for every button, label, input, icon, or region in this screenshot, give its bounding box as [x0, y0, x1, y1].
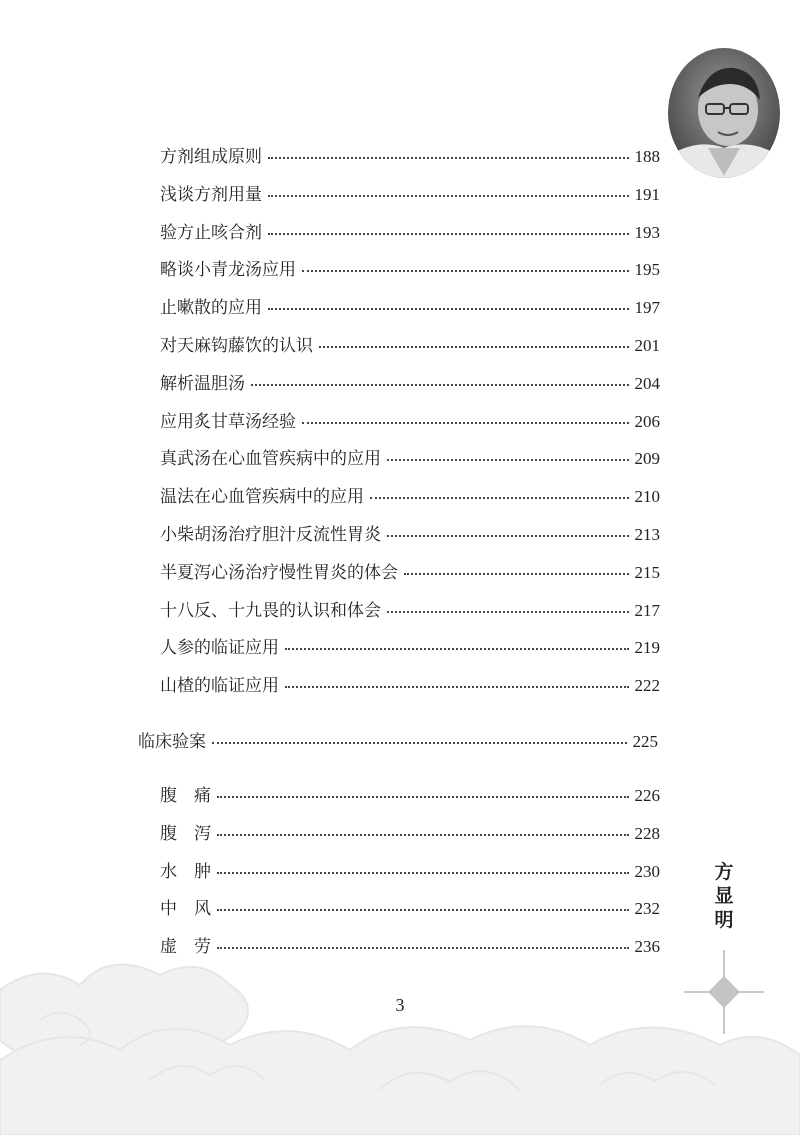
toc-entry-title: 十八反、十九畏的认识和体会 — [160, 600, 381, 621]
toc-section-heading — [138, 731, 658, 753]
toc-entry-page: 232 — [634, 899, 660, 919]
toc-entry-page: 228 — [634, 823, 660, 843]
dot-leader — [302, 422, 629, 424]
toc-case-entry — [160, 785, 660, 807]
toc-entry — [160, 600, 660, 622]
dot-leader — [217, 909, 629, 911]
dot-leader — [285, 686, 629, 688]
dot-leader — [387, 611, 629, 613]
page-number: 3 — [395, 995, 405, 1015]
toc-entry — [160, 297, 660, 319]
dot-leader — [387, 535, 629, 537]
dot-leader — [268, 157, 629, 159]
toc-entry-title: 浅谈方剂用量 — [160, 184, 262, 205]
dot-leader — [217, 796, 629, 798]
dot-leader — [302, 270, 629, 272]
side-author-name — [710, 860, 738, 932]
dot-leader — [370, 497, 629, 499]
side-name-char: 明 — [714, 909, 734, 931]
toc-entry-title: 应用炙甘草汤经验 — [160, 411, 296, 432]
toc-entry — [160, 524, 660, 546]
toc-entry-title: 温法在心血管疾病中的应用 — [160, 487, 364, 508]
toc-entry-title: 山楂的临证应用 — [160, 676, 279, 697]
toc-entry — [160, 637, 660, 659]
toc-entry-page: 215 — [634, 562, 660, 582]
toc-entry — [160, 146, 660, 168]
toc-entry — [160, 184, 660, 206]
toc-case-entry — [160, 861, 660, 883]
dot-leader — [217, 834, 629, 836]
toc-case-entry — [160, 898, 660, 920]
toc-entry-title: 略谈小青龙汤应用 — [160, 260, 296, 281]
side-name-char: 显 — [714, 885, 734, 907]
toc-entry — [160, 259, 660, 281]
dot-leader — [285, 648, 629, 650]
toc-entry-page: 225 — [632, 732, 658, 751]
toc-entry-title: 水 肿 — [160, 861, 211, 882]
toc-entry-page: 236 — [634, 937, 660, 957]
dot-leader — [268, 308, 629, 310]
dot-leader — [387, 459, 629, 461]
dot-leader — [319, 346, 629, 348]
dot-leader — [268, 233, 629, 235]
toc-entry — [160, 222, 660, 244]
dot-leader — [404, 573, 629, 575]
toc-entry — [160, 486, 660, 508]
toc-entry-title: 解析温胆汤 — [160, 373, 245, 394]
toc-entry-page: 219 — [634, 638, 660, 658]
toc-entry — [160, 373, 660, 395]
toc-entry-title: 腹 泻 — [160, 823, 211, 844]
toc-entry — [160, 562, 660, 584]
toc-entry-title: 腹 痛 — [160, 786, 211, 806]
dot-leader — [212, 742, 627, 744]
toc-entry — [160, 335, 660, 357]
toc-entry-page: 222 — [634, 676, 660, 696]
toc-entry-title: 虚 劳 — [160, 937, 211, 958]
toc-entry-title: 中 风 — [160, 899, 211, 920]
toc-entry-title: 临床验案 — [138, 732, 206, 752]
toc-entry-title: 验方止咳合剂 — [160, 222, 262, 243]
toc-case-entry — [160, 823, 660, 845]
toc-entry-page: 230 — [634, 861, 660, 881]
dot-leader — [217, 872, 629, 874]
toc-entry-page: 188 — [634, 147, 660, 166]
diamond-ornament — [684, 950, 764, 1034]
toc-entry-title: 小柴胡汤治疗胆汁反流性胃炎 — [160, 525, 381, 545]
toc-entry-page: 204 — [634, 373, 660, 393]
toc-entry — [160, 448, 660, 470]
dot-leader — [268, 195, 629, 197]
toc-entry — [160, 675, 660, 697]
dot-leader — [251, 384, 629, 386]
toc-entry-title: 真武汤在心血管疾病中的应用 — [160, 449, 381, 470]
toc-entry-page: 226 — [634, 786, 660, 805]
toc-entry-page: 217 — [634, 600, 660, 620]
toc-entry-page: 195 — [634, 260, 660, 280]
toc-case-entry — [160, 936, 660, 958]
author-portrait — [668, 48, 780, 178]
toc-entry-page: 191 — [634, 184, 660, 204]
side-name-char: 方 — [714, 861, 734, 883]
toc-entry-page: 197 — [634, 298, 660, 318]
toc-entry-title: 止嗽散的应用 — [160, 298, 262, 319]
toc-entry-title: 半夏泻心汤治疗慢性胃炎的体会 — [160, 562, 398, 583]
toc-entry-page: 209 — [634, 449, 660, 469]
toc-entry-title: 人参的临证应用 — [160, 638, 279, 659]
dot-leader — [217, 947, 629, 949]
toc-entry-page: 193 — [634, 222, 660, 242]
toc-entry-title: 方剂组成原则 — [160, 147, 262, 167]
toc-entry-page: 213 — [634, 525, 660, 544]
toc-entry-page: 206 — [634, 411, 660, 431]
toc-entry-page: 210 — [634, 487, 660, 507]
toc-entry-page: 201 — [634, 336, 660, 355]
toc-entry-title: 对天麻钩藤饮的认识 — [160, 336, 313, 356]
toc-entry — [160, 411, 660, 433]
